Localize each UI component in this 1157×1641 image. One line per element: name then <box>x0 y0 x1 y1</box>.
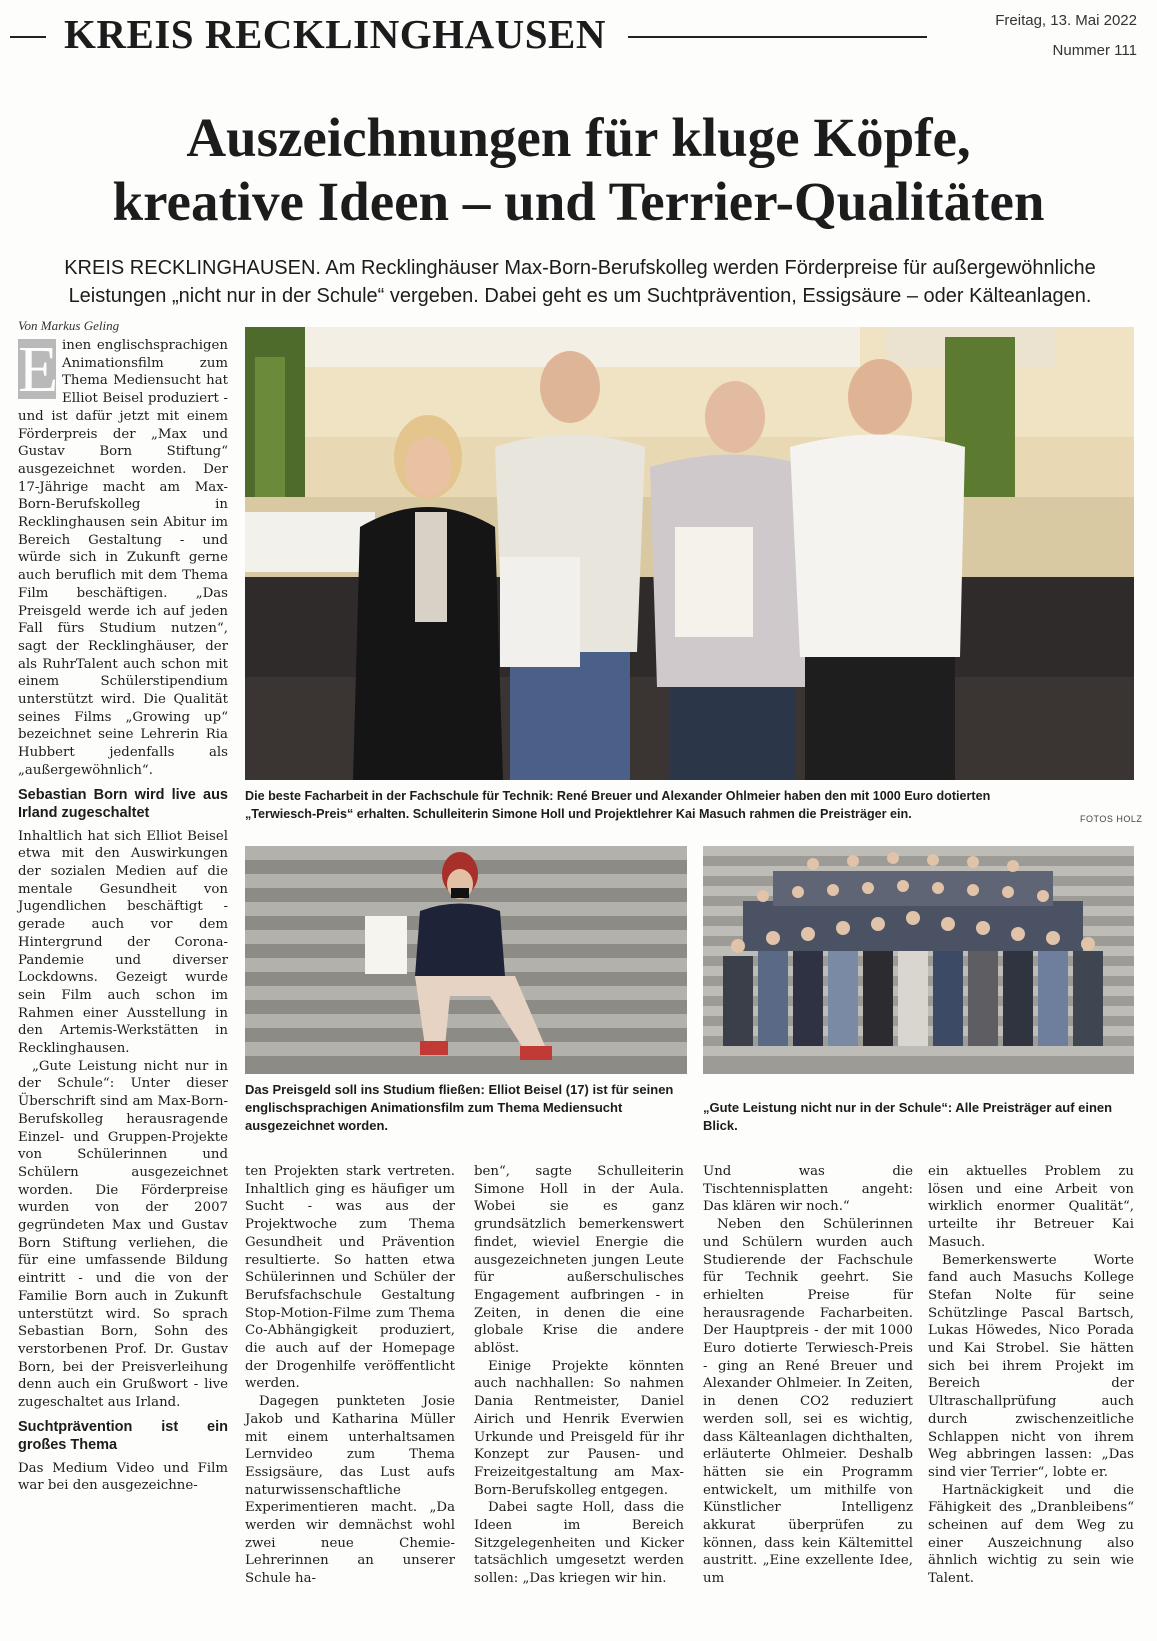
article-paragraph-1 <box>18 333 228 780</box>
masthead-rule-left <box>10 36 46 38</box>
photo-credit: FOTOS HOLZ <box>1080 814 1143 824</box>
right-photo <box>703 846 1134 1074</box>
article-column-3 <box>474 1163 684 1588</box>
section-title: KREIS RECKLINGHAUSEN <box>64 11 606 57</box>
article-headline <box>0 106 1157 234</box>
article-lead <box>40 254 1120 310</box>
headline-line-1: Auszeichnungen für kluge Köpfe, <box>186 107 971 168</box>
article-paragraph-2: Inhaltlich hat sich Elliot Beisel etwa mit den Auswirkungen der sozialen Medien auf die mentale Gesundheit von Jugendlichen beschäftigt - gerade auch vor dem Hintergrund der Corona-Pandemie und diverser Lockdowns. Gezeigt wurde sein Film auch schon im Rahmen einer Ausstellung in den Artemis-Werkstätten in Recklinghausen. <box>18 828 228 1057</box>
subheading-suchtpraevention: Suchtprävention ist ein großes Thema <box>18 1418 228 1453</box>
lead-line-2: Leistungen „nicht nur in der Schule“ vergeben. Dabei geht es um Suchtprävention, Essigsäure – oder Kälteanlagen. <box>68 285 1092 307</box>
subheading-born: Sebastian Born wird live aus Irland zugeschaltet <box>18 786 228 821</box>
column-3-paragraph-3: Dabei sagte Holl, dass die Ideen im Bereich Sitzgelegenheiten und Kicker tatsächlich umgesetzt werden sollen: „Das kriegen wir hin. <box>474 1500 684 1587</box>
column-2-paragraph-2: Dagegen punkteten Josie Jakob und Katharina Müller mit einem unterhaltsamen Lernvideo zum Thema Essigsäure, das Lust aufs naturwissenschaftliche Experimentieren macht. „Da werden wir demnächst wohl zwei neue Chemie-Lehrerinnen an unserer Schule ha- <box>245 1394 455 1587</box>
drop-cap: E <box>18 333 59 406</box>
byline: Von Markus Geling <box>18 318 120 333</box>
right-photo-caption: „Gute Leistung nicht nur in der Schule“: Alle Preisträger auf einen Blick. <box>703 1100 1113 1133</box>
article-column-1 <box>18 333 228 1495</box>
column-5-paragraph-2: Bemerkenswerte Worte fand auch Masuchs Kollege Stefan Nolte für seine Schützlinge Pascal Bartsch, Lukas Höwedes, Nico Porada und Kai Strobel. Sie hätten sich bei ihrem Projekt im Bereich der Ultraschallprüfung auch durch zwischenzeitliche Schlappen nicht von ihrem Weg abbringen lassen: „Das sind vier Terrier“, lobte er. <box>928 1252 1134 1480</box>
masthead-rule-right <box>628 36 927 38</box>
column-3-paragraph-1: ben“, sagte Schulleiterin Simone Holl in der Aula. Wobei sie es ganz grundsätzlich bemerkenswert findet, wieviel Energie die ausgezeichneten jungen Leute für außerschulisches Engagement aufbringen - in Zeiten, in denen die eine globale Krise die andere ablöst. <box>474 1164 684 1357</box>
left-photo-caption: Das Preisgeld soll ins Studium fließen: Elliot Beisel (17) ist für seinen englischsprachigen Animationsfilm zum Thema Mediensucht ausgezeichnet worden. <box>245 1082 674 1133</box>
issue-number: Nummer 111 <box>1052 42 1137 59</box>
article-column-2 <box>245 1163 455 1588</box>
paragraph-1-text: inen englischsprachigen Animationsfilm zum Thema Mediensucht hat Elliot Beisel produziert - und ist dafür jetzt mit einem Förderpreis der „Max und Gustav Born Stiftung“ ausgezeichnet worden. Der 17-Jährige macht am Max-Born-Berufskolleg in Recklinghausen sein Abitur im Bereich Gestaltung - und würde sich in Zukunft gerne auch beruflich mit dem Thema Film beschäftigen. „Das Preisgeld werde ich auf jeden Fall fürs Studium nutzen“, sagt der Recklinghäuser, der als RuhrTalent auch schon mit einem Schülerstipendium unterstützt wird. Die Qualität seines Films „Growing up“ bezeichnet seine Lehrerin Ria Hubbert jedenfalls als „außergewöhnlich“. <box>18 338 228 778</box>
main-caption-line-1: Die beste Facharbeit in der Fachschule für Technik: René Breuer und Alexander Ohlmeier haben den mit 1000 Euro dotierten <box>245 789 991 803</box>
column-5-paragraph-3: Hartnäckigkeit und die Fähigkeit des „Dranbleibens“ scheinen auf dem Weg zu einer Auszeichnung also ähnlich wichtig zu sein wie Talent. <box>928 1482 1134 1587</box>
column-2-paragraph-1: ten Projekten stark vertreten. Inhaltlich ging es häufiger um Sucht - was aus der Projektwoche zum Thema Gesundheit und Prävention resultierte. So hatten etwa Schülerinnen und Schüler der Berufsfachschule Gestaltung Stop-Motion-Filme zum Thema Co-Abhängigkeit produziert, die auch auf der Homepage der Drogenhilfe veröffentlicht werden. <box>245 1164 455 1392</box>
main-caption-line-2: „Terwiesch-Preis“ erhalten. Schulleiterin Simone Holl und Projektlehrer Kai Masuch rahmen die Preisträger ein. <box>245 807 912 821</box>
column-4-paragraph-1: Und was die Tischtennisplatten angeht: Das klären wir noch.“ <box>703 1164 913 1215</box>
lead-line-1: KREIS RECKLINGHAUSEN. Am Recklinghäuser Max-Born-Berufskolleg werden Förderpreise für außergewöhnliche <box>64 257 1096 279</box>
main-photo <box>245 327 1134 780</box>
article-column-5 <box>928 1163 1134 1588</box>
article-paragraph-4: Das Medium Video und Film war bei den ausgezeichne- <box>18 1460 228 1494</box>
column-5-paragraph-1: ein aktuelles Problem zu lösen und eine Arbeit von wirklich enormer Qualität“, urteilte ihr Betreuer Kai Masuch. <box>928 1164 1134 1250</box>
column-3-paragraph-2: Einige Projekte könnten auch nachhallen: So nahmen Dania Rentmeister, Daniel Airich und Henrik Everwien Urkunde und Preisgeld für ihr Konzept zur Pausen- und Freizeitgestaltung am Max-Born-Berufskolleg entgegen. <box>474 1358 684 1498</box>
article-paragraph-3: „Gute Leistung nicht nur in der Schule“: Unter dieser Überschrift sind am Max-Born-Berufskolleg herausragende Einzel- und Gruppen-Projekte von Schülerinnen und Schülern ausgezeichnet worden. Die Förderpreise wurden von der 2007 gegründeten Max und Gustav Born Stiftung verliehen, die für eine umfassende Bildung eintritt - und die von der Familie Born auch in Zukunft unterstützt wird. So sprach Sebastian Born, Sohn des verstorbenen Prof. Dr. Gustav Born, bei der Preisverleihung denn auch ein Grußwort - live zugeschaltet aus Irland. <box>18 1058 228 1411</box>
headline-line-2: kreative Ideen – und Terrier-Qualitäten <box>112 171 1045 232</box>
column-4-paragraph-2: Neben den Schülerinnen und Schülern wurden auch Studierende der Fachschule für Technik geehrt. Sie erhielten Preise für herausragende Facharbeiten. Der Hauptpreis - der mit 1000 Euro dotierte Terwiesch-Preis - ging an René Breuer und Alexander Ohlmeier. In Zeiten, in denen CO2 reduziert werden soll, sei es wichtig, dass Kälteanlagen dichthalten, erläuterte Ohlmeier. Deshalb hätten sie ein Programm entwickelt, um mithilfe von Künstlicher Intelligenz akkurat überprüfen zu können, dass kein Kältemittel austritt. „Eine exzellente Idee, um <box>703 1217 913 1587</box>
main-photo-caption <box>245 787 1105 823</box>
left-photo <box>245 846 687 1074</box>
issue-date: Freitag, 13. Mai 2022 <box>995 12 1137 29</box>
article-column-4 <box>703 1163 913 1588</box>
